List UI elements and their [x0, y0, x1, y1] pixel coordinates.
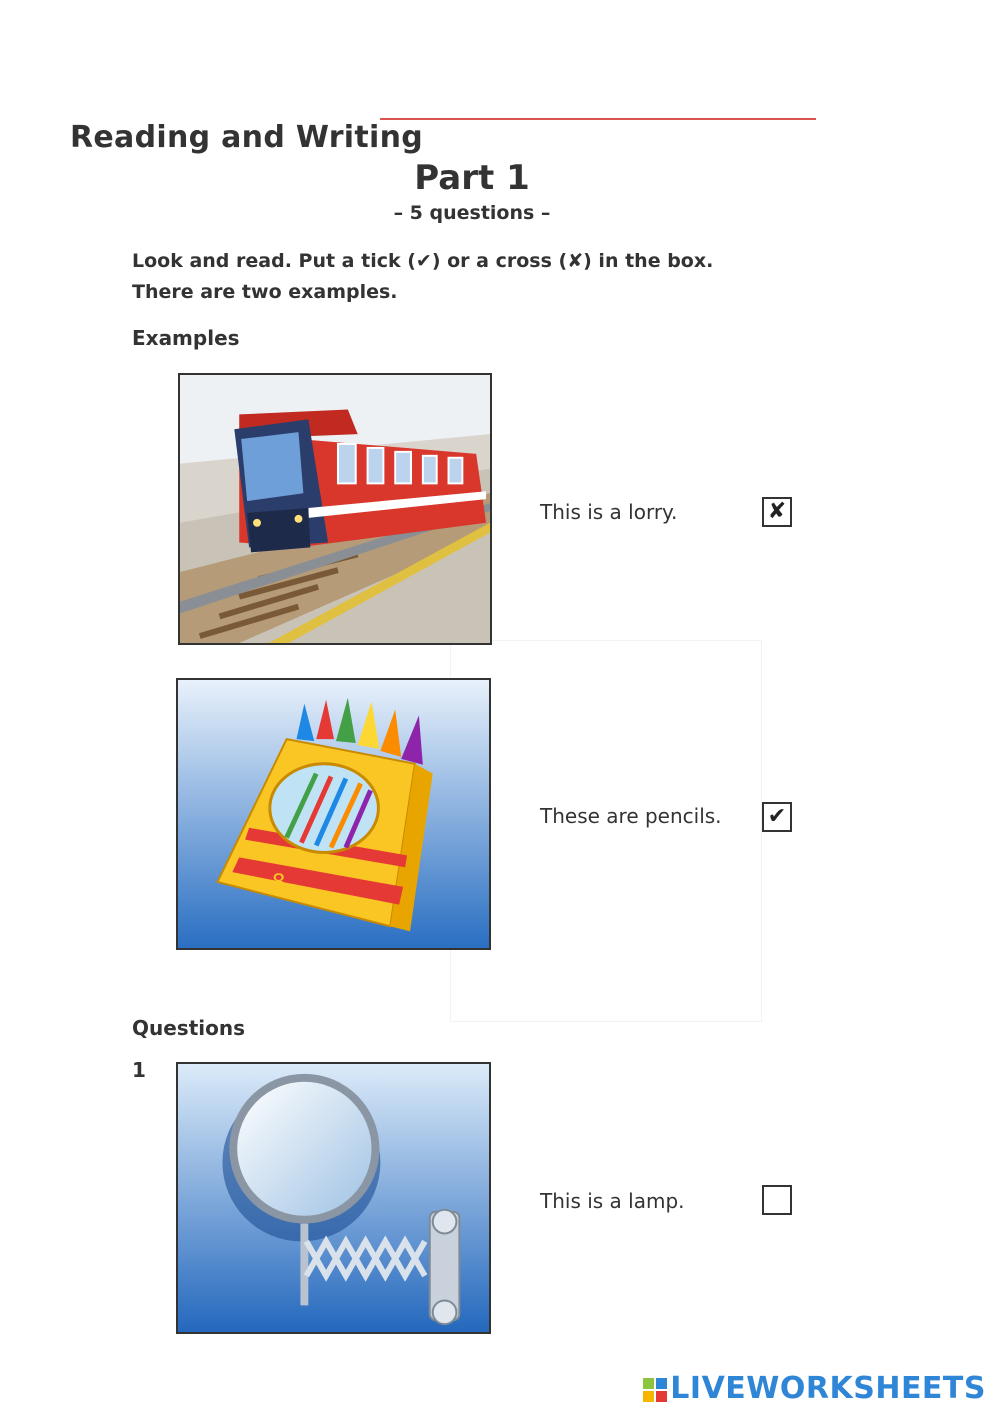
instruction-line-1: Look and read. Put a tick (✔) or a cross (✘) in the box. — [132, 250, 714, 272]
part-subtitle: – 5 questions – — [393, 202, 551, 224]
examples-label: Examples — [132, 326, 240, 350]
example-2-answer-box[interactable]: ✔ — [762, 802, 792, 832]
part-title: Part 1 — [414, 158, 530, 198]
example-1-answer-box[interactable]: ✘ — [762, 497, 792, 527]
example-1-sentence: This is a lorry. — [540, 500, 678, 524]
logo-text: LIVEWORKSHEETS — [670, 1371, 986, 1406]
question-1-sentence: This is a lamp. — [540, 1189, 685, 1213]
mirror-picture — [176, 1062, 491, 1334]
liveworksheets-mark-icon — [642, 1377, 668, 1403]
svg-text:8: 8 — [271, 869, 286, 895]
pencils-box-picture — [176, 678, 491, 950]
example-2-sentence: These are pencils. — [540, 804, 722, 828]
faint-background — [450, 640, 762, 1022]
question-1-answer-box[interactable] — [762, 1185, 792, 1215]
train-picture — [178, 373, 492, 645]
instruction-line-2: There are two examples. — [132, 281, 398, 303]
liveworksheets-logo — [642, 1371, 986, 1406]
header-rule — [380, 118, 816, 120]
question-1-number: 1 — [132, 1058, 146, 1082]
questions-label: Questions — [132, 1016, 246, 1040]
section-title: Reading and Writing — [70, 120, 424, 155]
